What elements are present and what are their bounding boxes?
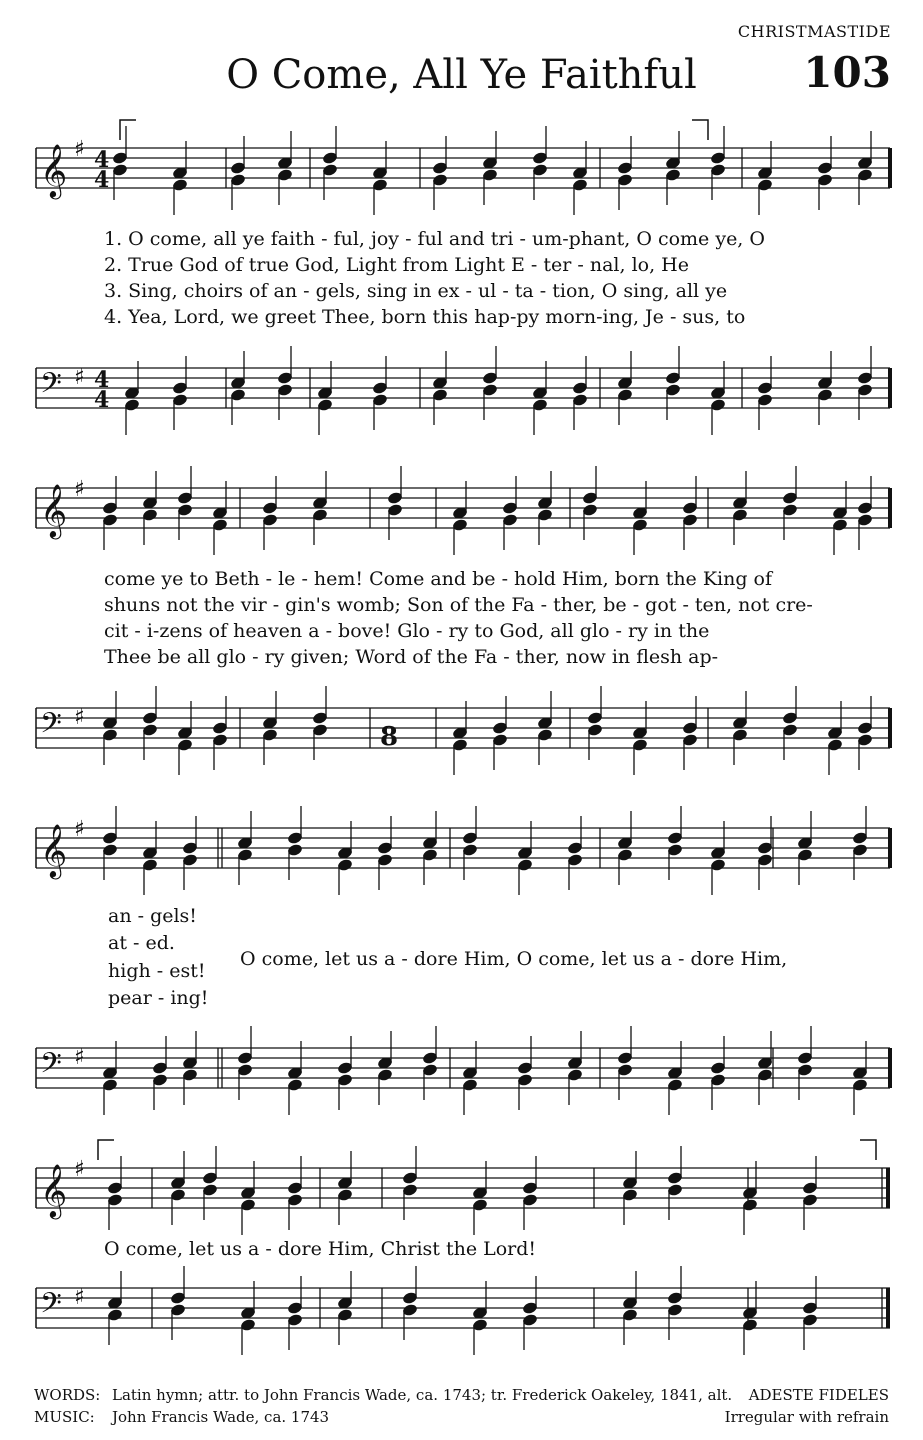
treble-clef-icon: 𝄞 bbox=[40, 483, 68, 537]
key-signature-sharp: ♯ bbox=[74, 1045, 85, 1070]
bracket-end-icon bbox=[692, 120, 708, 140]
tune-name: ADESTE FIDELES bbox=[748, 1386, 889, 1404]
treble-clef-icon: 𝄞 bbox=[40, 823, 68, 877]
bracket-end-icon bbox=[860, 1140, 876, 1160]
time-signature-bottom: 4 bbox=[94, 387, 110, 413]
bass-clef-icon: 𝄢 bbox=[40, 1047, 62, 1087]
words-label: WORDS: bbox=[34, 1386, 101, 1404]
bass-clef-icon: 𝄢 bbox=[40, 707, 62, 747]
verse-2-line-1: 2. True God of true God, Light from Light E - ter - nal, lo, He bbox=[104, 254, 689, 276]
verse-1-ending: an - gels! bbox=[108, 905, 197, 927]
time-signature-bottom: 4 bbox=[94, 167, 110, 193]
time-signature-top: 4 bbox=[94, 367, 110, 393]
meter: Irregular with refrain bbox=[724, 1408, 889, 1426]
verse-2-line-2: shuns not the vir - gin's womb; Son of the Fa - ther, be - got - ten, not cre- bbox=[104, 594, 813, 616]
treble-clef-icon: 𝄞 bbox=[40, 1163, 68, 1217]
time-signature-top: 4 bbox=[94, 147, 110, 173]
key-signature-sharp: ♯ bbox=[74, 477, 85, 502]
footer-tune-info bbox=[725, 1384, 889, 1428]
verse-1-line-2: come ye to Beth - le - hem! Come and be - hold Him, born the King of bbox=[104, 568, 773, 590]
treble-clef-icon: 𝄞 bbox=[40, 143, 68, 197]
verse-3-line-1: 3. Sing, choirs of an - gels, sing in ex - ul - ta - tion, O sing, all ye bbox=[104, 280, 728, 302]
verse-4-line-1: 4. Yea, Lord, we greet Thee, born this hap-py morn-ing, Je - sus, to bbox=[104, 306, 746, 328]
key-signature-sharp: ♯ bbox=[74, 1157, 85, 1182]
bass-clef-icon: 𝄢 bbox=[40, 1287, 62, 1327]
bracket-start-icon bbox=[98, 1140, 114, 1160]
music-label: MUSIC: bbox=[34, 1408, 95, 1426]
footer-credits bbox=[34, 1384, 732, 1428]
key-signature-sharp: ♯ bbox=[74, 1285, 85, 1310]
bracket-start-icon bbox=[120, 120, 136, 140]
key-signature-sharp: ♯ bbox=[74, 365, 85, 390]
refrain-line-2: O come, let us a - dore Him, Christ the Lord! bbox=[104, 1238, 537, 1260]
verse-2-ending: at - ed. bbox=[108, 932, 175, 954]
words-credit: Latin hymn; attr. to John Francis Wade, ca. 1743; tr. Frederick Oakeley, 1841, alt. bbox=[112, 1386, 733, 1404]
key-signature-sharp: ♯ bbox=[74, 705, 85, 730]
key-signature-sharp: ♯ bbox=[74, 817, 85, 842]
verse-4-ending: pear - ing! bbox=[108, 987, 209, 1009]
hymn-number: 103 bbox=[803, 48, 891, 97]
hymn-title: O Come, All Ye Faithful bbox=[226, 52, 697, 98]
verse-4-line-2: Thee be all glo - ry given; Word of the Fa - ther, now in flesh ap- bbox=[104, 646, 719, 668]
bass-clef-icon: 𝄢 bbox=[40, 367, 62, 407]
music-credit: John Francis Wade, ca. 1743 bbox=[112, 1408, 330, 1426]
refrain-line-1: O come, let us a - dore Him, O come, let us a - dore Him, bbox=[240, 948, 788, 970]
section-heading: CHRISTMASTIDE bbox=[737, 22, 891, 41]
measure-rest-count: 8 bbox=[380, 722, 399, 752]
verse-3-ending: high - est! bbox=[108, 960, 206, 982]
key-signature-sharp: ♯ bbox=[74, 137, 85, 162]
verse-3-line-2: cit - i-zens of heaven a - bove! Glo - ry to God, all glo - ry in the bbox=[104, 620, 710, 642]
verse-1-line-1: 1. O come, all ye faith - ful, joy - ful and tri - um-phant, O come ye, O bbox=[104, 228, 765, 250]
